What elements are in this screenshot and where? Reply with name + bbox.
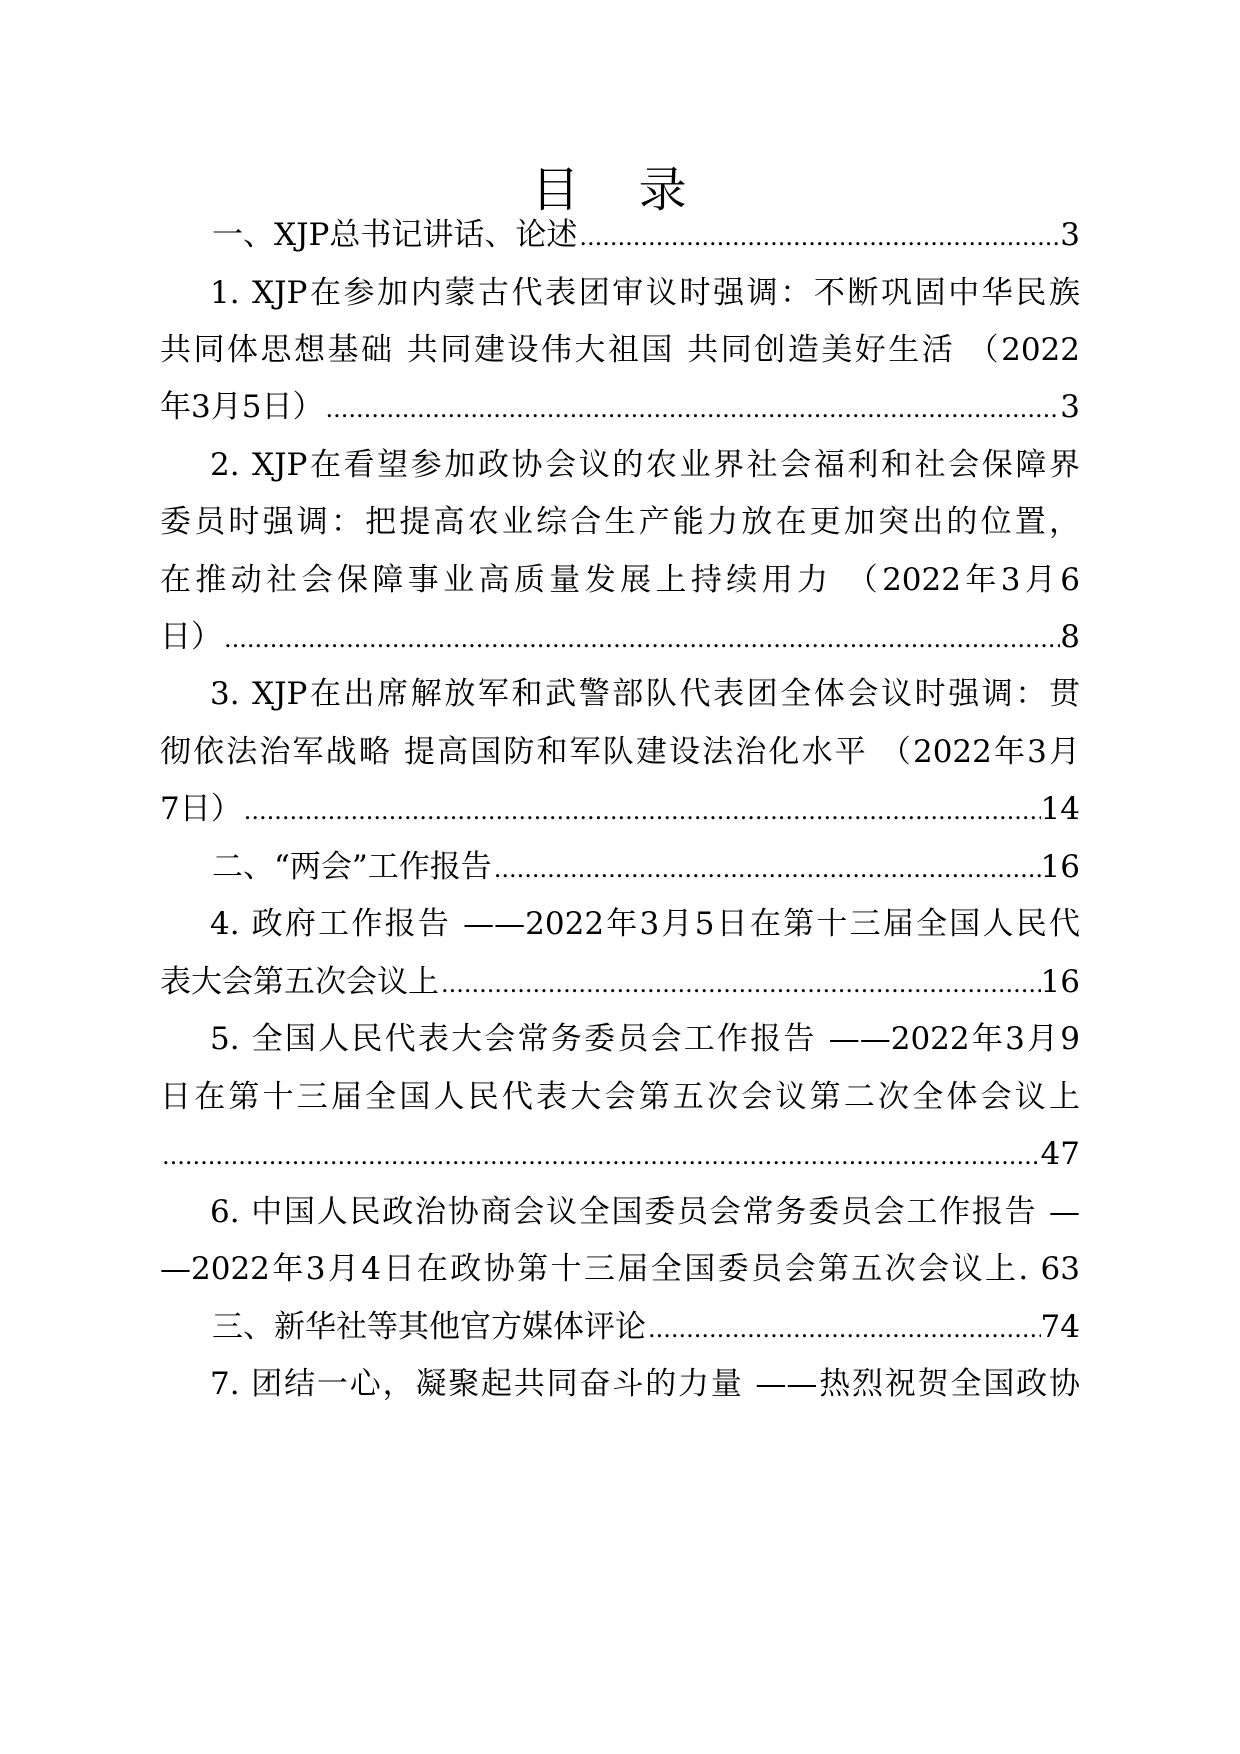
toc-line-20[interactable]	[212, 1302, 1080, 1352]
toc-line-3[interactable]: 共同体思想基础 共同建设伟大祖国 共同创造美好生活 （2022	[160, 332, 1080, 368]
toc-line-4[interactable]	[160, 382, 1080, 432]
toc-line-10[interactable]: 彻依法治军战略 提高国防和军队建设法治化水平 （2022年3月	[160, 734, 1080, 770]
toc-text: 7日）	[160, 791, 242, 827]
toc-line-16[interactable]: 日在第十三届全国人民代表大会第五次会议第二次全体会议上	[160, 1079, 1080, 1115]
toc-line-18[interactable]: 6. 中国人民政治协商会议全国委员会常务委员会工作报告 —	[210, 1194, 1080, 1230]
dot-leader	[439, 959, 1041, 1007]
dot-leader	[160, 1131, 1041, 1179]
toc-text: 日）	[160, 619, 222, 655]
dot-leader	[646, 1304, 1041, 1352]
toc-line-21[interactable]: 7. 团结一心，凝聚起共同奋斗的力量 ——热烈祝贺全国政协	[210, 1366, 1080, 1402]
toc-page-number: 3	[1060, 389, 1080, 425]
toc-line-17[interactable]	[160, 1129, 1080, 1179]
toc-line-2[interactable]: 1. XJP在参加内蒙古代表团审议时强调：不断巩固中华民族	[210, 275, 1080, 311]
dot-leader	[323, 384, 1060, 432]
toc-line-7[interactable]: 在推动社会保障事业高质量发展上持续用力 （2022年3月6	[160, 562, 1080, 598]
dot-leader	[242, 786, 1041, 834]
toc-text: 年3月5日）	[160, 389, 324, 425]
toc-line-8[interactable]	[160, 612, 1080, 662]
dot-leader	[222, 614, 1060, 662]
toc-page-number: 47	[1040, 1136, 1080, 1172]
toc-line-11[interactable]	[160, 784, 1080, 834]
toc-page-number: 14	[1040, 791, 1080, 827]
toc-text: 三、新华社等其他官方媒体评论	[212, 1309, 646, 1345]
dot-leader	[577, 212, 1060, 260]
toc-page-number: 16	[1040, 964, 1080, 1000]
toc-text: 一、XJP总书记讲话、论述	[212, 217, 578, 253]
toc-line-9[interactable]: 3. XJP在出席解放军和武警部队代表团全体会议时强调：贯	[210, 676, 1080, 712]
toc-page-number: 8	[1060, 619, 1080, 655]
toc-line-13[interactable]: 4. 政府工作报告 ——2022年3月5日在第十三届全国人民代	[210, 906, 1080, 942]
toc-line-19[interactable]: —2022年3月4日在政协第十三届全国委员会第五次会议上. 63	[160, 1251, 1080, 1287]
toc-page-number: 3	[1060, 217, 1080, 253]
toc-page-number: 74	[1040, 1309, 1080, 1345]
toc-line-1[interactable]	[212, 210, 1080, 260]
toc-line-14[interactable]	[160, 957, 1080, 1007]
toc-line-5[interactable]: 2. XJP在看望参加政协会议的农业界社会福利和社会保障界	[210, 447, 1080, 483]
toc-line-15[interactable]: 5. 全国人民代表大会常务委员会工作报告 ——2022年3月9	[210, 1021, 1080, 1057]
toc-text: 表大会第五次会议上	[160, 964, 439, 1000]
toc-text: 二、“两会”工作报告	[212, 849, 492, 885]
toc-title: 目 录	[531, 162, 709, 218]
toc-page-number: 16	[1040, 849, 1080, 885]
toc-line-12[interactable]	[212, 842, 1080, 892]
toc-line-6[interactable]: 委员时强调：把提高农业综合生产能力放在更加突出的位置，	[160, 504, 1080, 540]
dot-leader	[492, 844, 1041, 892]
